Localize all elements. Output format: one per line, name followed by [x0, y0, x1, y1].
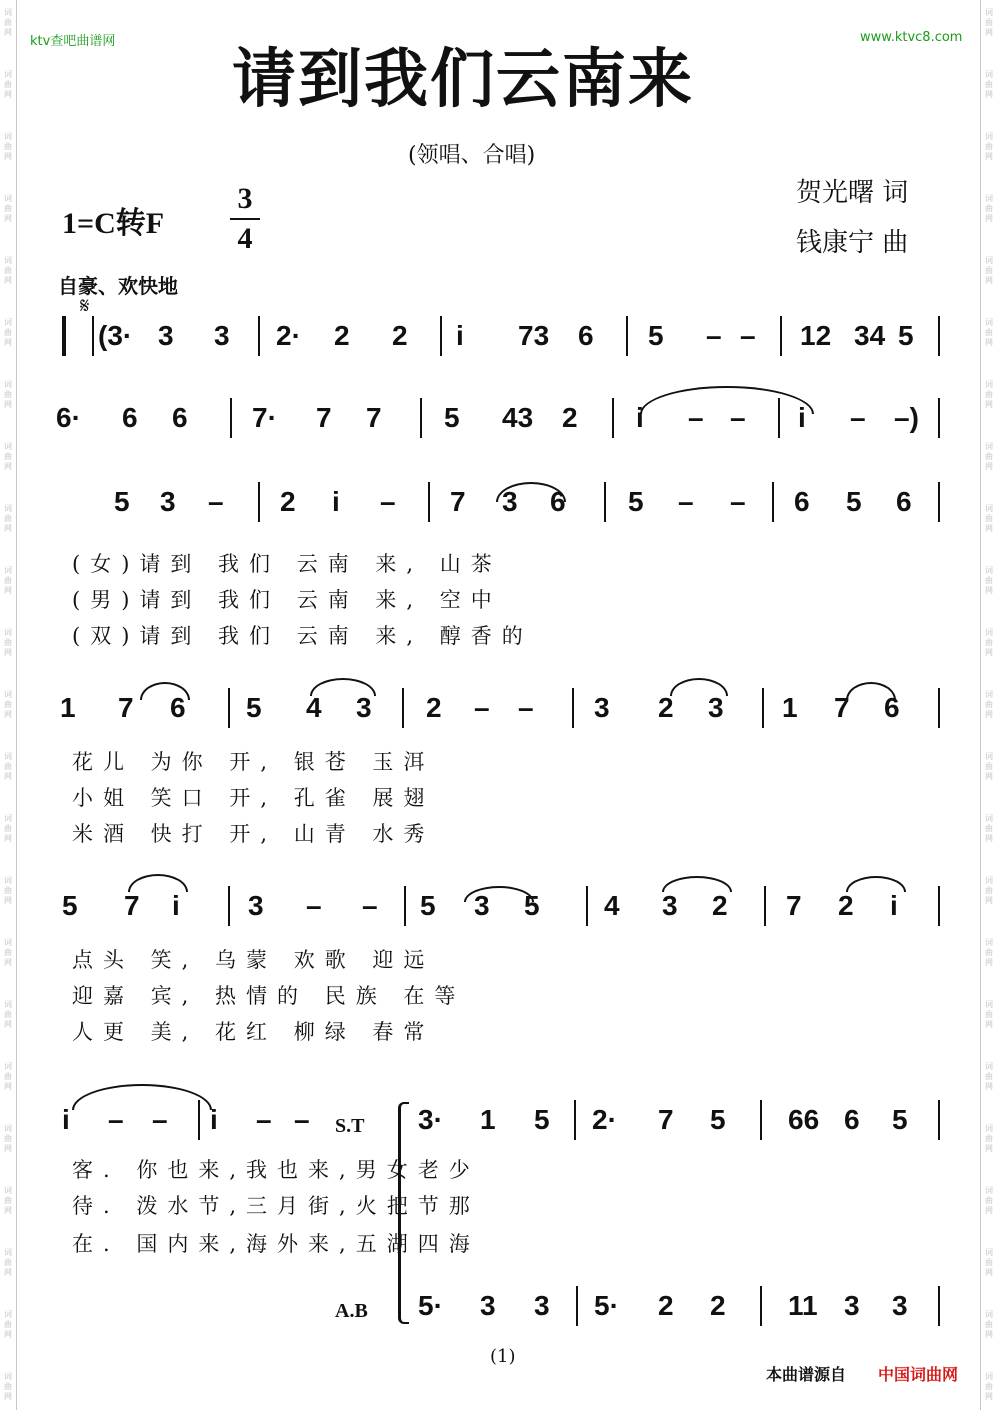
bar-line	[404, 886, 406, 926]
note: 6	[896, 486, 912, 517]
note: i	[798, 402, 806, 433]
voice-bracket	[398, 1102, 409, 1324]
watermark-text: 词 曲 网	[4, 1186, 12, 1215]
bar-line	[428, 482, 430, 522]
note: –	[152, 1104, 168, 1135]
bar-line	[626, 316, 628, 356]
watermark-text: 词 曲 网	[4, 318, 12, 347]
note: 1	[782, 692, 798, 723]
watermark-text: 词 曲 网	[4, 70, 12, 99]
note: 3	[594, 692, 610, 723]
slur	[310, 678, 376, 696]
bar-line	[938, 1100, 940, 1140]
note: 11	[788, 1290, 818, 1321]
note: 5	[62, 890, 78, 921]
slur	[72, 1084, 212, 1110]
note: 6	[844, 1104, 860, 1135]
watermark-text: 词 曲 网	[985, 1124, 993, 1153]
watermark-text: 词 曲 网	[4, 1372, 12, 1401]
lyricist-credit: 贺光曙 词	[796, 178, 909, 208]
note: 7	[834, 692, 850, 723]
slur	[846, 682, 896, 700]
watermark-text: 词 曲 网	[985, 752, 993, 781]
note: –	[850, 402, 866, 433]
bar-line	[402, 688, 404, 728]
watermark-text: 词 曲 网	[985, 442, 993, 471]
watermark-text: 词 曲 网	[4, 194, 12, 223]
lyric-line: 客. 你也来,我也来,男女老少	[72, 1158, 480, 1182]
bar-line	[230, 398, 232, 438]
note: 3	[662, 890, 678, 921]
note: 6	[794, 486, 810, 517]
note: –	[208, 486, 224, 517]
note: 2	[426, 692, 442, 723]
note: 2	[334, 320, 350, 351]
time-signature-bottom: 4	[237, 222, 253, 255]
note: i	[62, 1104, 70, 1135]
note: i	[890, 890, 898, 921]
composer-credit: 钱康宁 曲	[796, 228, 909, 258]
note: 6	[122, 402, 138, 433]
note: 5	[114, 486, 130, 517]
lyric-line: (男)请到 我们 云南 来, 空中	[72, 588, 502, 612]
bar-line	[572, 688, 574, 728]
watermark-text: 词 曲 网	[985, 628, 993, 657]
bar-line	[420, 398, 422, 438]
bar-line	[92, 316, 94, 356]
note: 5	[534, 1104, 550, 1135]
watermark-text: 词 曲 网	[985, 1310, 993, 1339]
note: 7	[450, 486, 466, 517]
note: –)	[894, 402, 919, 433]
note: 2	[658, 1290, 674, 1321]
lyric-line: 人更 美, 花红 柳绿 春常	[72, 1020, 435, 1044]
segno-sign: 𝄋	[80, 294, 90, 319]
watermark-text: 词 曲 网	[4, 628, 12, 657]
note: 3	[474, 890, 490, 921]
tempo-marking: 自豪、欢快地	[58, 274, 178, 298]
note: 6	[170, 692, 186, 723]
watermark-text: 词 曲 网	[985, 1062, 993, 1091]
slur	[464, 886, 534, 902]
note: –	[294, 1104, 310, 1135]
note: i	[172, 890, 180, 921]
watermark-text: 词 曲 网	[985, 1000, 993, 1029]
note: –	[706, 320, 722, 351]
note: 5	[524, 890, 540, 921]
watermark-text: 词 曲 网	[4, 814, 12, 843]
note: 6·	[56, 402, 81, 433]
watermark-text: 词 曲 网	[4, 8, 12, 37]
note: 3	[356, 692, 372, 723]
song-subtitle: (领唱、合唱)	[408, 143, 536, 168]
site-link-right[interactable]: www.ktvc8.com	[860, 30, 963, 45]
note: 5	[892, 1104, 908, 1135]
slur	[662, 876, 732, 892]
bar-line	[440, 316, 442, 356]
watermark-text: 词 曲 网	[985, 8, 993, 37]
page-number: (1)	[490, 1346, 516, 1367]
note: –	[256, 1104, 272, 1135]
note: 5	[444, 402, 460, 433]
bar-line	[938, 398, 940, 438]
lyric-line: 在. 国内来,海外来,五湖四海	[72, 1232, 480, 1256]
note: 7	[118, 692, 134, 723]
note: 4	[604, 890, 620, 921]
note: 5	[420, 890, 436, 921]
bar-line	[576, 1286, 578, 1326]
note: 2·	[592, 1104, 617, 1135]
note: –	[108, 1104, 124, 1135]
bar-line	[938, 688, 940, 728]
watermark-text: 词 曲 网	[985, 1248, 993, 1277]
watermark-text: 词 曲 网	[4, 1310, 12, 1339]
note: 3	[534, 1290, 550, 1321]
note: 12	[800, 320, 832, 351]
note: 1	[60, 692, 76, 723]
note: –	[730, 402, 746, 433]
note: 6	[578, 320, 594, 351]
note: 5	[246, 692, 262, 723]
lyric-line: 点头 笑, 乌蒙 欢歌 迎远	[72, 948, 435, 972]
lyric-line: 米酒 快打 开, 山青 水秀	[72, 822, 435, 846]
note: 7	[316, 402, 332, 433]
note: 5	[648, 320, 664, 351]
repeat-start-bar	[62, 316, 66, 356]
note: 3	[160, 486, 176, 517]
note: 4	[306, 692, 322, 723]
right-watermark-strip	[980, 0, 997, 1410]
note: 5	[846, 486, 862, 517]
note: i	[456, 320, 464, 351]
bar-line	[764, 886, 766, 926]
note: –	[518, 692, 534, 723]
note: 3	[502, 486, 518, 517]
note: 3	[708, 692, 724, 723]
bar-line	[772, 482, 774, 522]
key-signature: 1=C转F	[62, 207, 165, 240]
note: –	[380, 486, 396, 517]
watermark-text: 词 曲 网	[985, 938, 993, 967]
watermark-text: 词 曲 网	[4, 504, 12, 533]
time-signature-top: 3	[237, 182, 253, 215]
slur	[496, 482, 566, 502]
note: 7·	[252, 402, 277, 433]
lyric-line: (女)请到 我们 云南 来, 山茶	[72, 552, 502, 576]
site-link-left[interactable]: ktv查吧曲谱网	[30, 34, 116, 49]
bar-line	[762, 688, 764, 728]
note: 2	[710, 1290, 726, 1321]
note: 3	[158, 320, 174, 351]
bar-line	[938, 886, 940, 926]
note: (3·	[98, 320, 133, 351]
note: –	[688, 402, 704, 433]
watermark-text: 词 曲 网	[4, 1062, 12, 1091]
note: 7	[366, 402, 382, 433]
note: 5	[628, 486, 644, 517]
watermark-text: 词 曲 网	[985, 1372, 993, 1401]
time-signature	[230, 182, 260, 256]
bar-line	[258, 316, 260, 356]
note: 6	[172, 402, 188, 433]
note: 73	[518, 320, 550, 351]
bar-line	[938, 482, 940, 522]
bar-line	[760, 1100, 762, 1140]
voice-label-upper: S.T	[335, 1115, 365, 1137]
bar-line	[586, 886, 588, 926]
note: 5·	[594, 1290, 619, 1321]
watermark-text: 词 曲 网	[4, 380, 12, 409]
lyric-line: (双)请到 我们 云南 来, 醇香的	[72, 624, 533, 648]
watermark-text: 词 曲 网	[985, 566, 993, 595]
watermark-text: 词 曲 网	[4, 752, 12, 781]
watermark-text: 词 曲 网	[985, 1186, 993, 1215]
note: 2	[838, 890, 854, 921]
note: 2	[562, 402, 578, 433]
watermark-text: 词 曲 网	[4, 690, 12, 719]
lyric-line: 花儿 为你 开, 银苍 玉洱	[72, 750, 435, 774]
watermark-text: 词 曲 网	[985, 70, 993, 99]
watermark-text: 词 曲 网	[985, 690, 993, 719]
bar-line	[228, 886, 230, 926]
watermark-text: 词 曲 网	[4, 938, 12, 967]
bar-line	[574, 1100, 576, 1140]
slur	[640, 386, 814, 414]
time-signature-line	[230, 218, 260, 220]
note: 2	[392, 320, 408, 351]
note: 7	[658, 1104, 674, 1135]
left-watermark-strip	[0, 0, 17, 1410]
note: 3	[844, 1290, 860, 1321]
watermark-text: 词 曲 网	[4, 1124, 12, 1153]
watermark-text: 词 曲 网	[4, 256, 12, 285]
note: 3	[214, 320, 230, 351]
watermark-text: 词 曲 网	[985, 256, 993, 285]
bar-line	[228, 688, 230, 728]
note: i	[210, 1104, 218, 1135]
note: 7	[124, 890, 140, 921]
watermark-text: 词 曲 网	[985, 504, 993, 533]
bar-line	[258, 482, 260, 522]
voice-label-lower: A.B	[335, 1300, 368, 1322]
watermark-text: 词 曲 网	[985, 132, 993, 161]
note: 3·	[418, 1104, 443, 1135]
watermark-text: 词 曲 网	[4, 1248, 12, 1277]
note: 2	[280, 486, 296, 517]
note: –	[678, 486, 694, 517]
note: 6	[550, 486, 566, 517]
source-label: 本曲谱源自	[766, 1365, 847, 1384]
note: 2·	[276, 320, 301, 351]
note: i	[636, 402, 644, 433]
bar-line	[612, 398, 614, 438]
watermark-text: 词 曲 网	[4, 566, 12, 595]
note: 6	[884, 692, 900, 723]
note: 3	[892, 1290, 908, 1321]
note: 5·	[418, 1290, 443, 1321]
note: 1	[480, 1104, 496, 1135]
watermark-text: 词 曲 网	[4, 132, 12, 161]
watermark-text: 词 曲 网	[4, 1000, 12, 1029]
note: 34	[854, 320, 886, 351]
bar-line	[780, 316, 782, 356]
note: 3	[248, 890, 264, 921]
bar-line	[938, 1286, 940, 1326]
watermark-text: 词 曲 网	[4, 442, 12, 471]
watermark-text: 词 曲 网	[985, 318, 993, 347]
lyric-line: 小姐 笑口 开, 孔雀 展翅	[72, 786, 435, 810]
slur	[140, 682, 190, 700]
note: 2	[658, 692, 674, 723]
note: –	[730, 486, 746, 517]
note: 5	[898, 320, 914, 351]
note: i	[332, 486, 340, 517]
bar-line	[604, 482, 606, 522]
watermark-text: 词 曲 网	[4, 876, 12, 905]
note: 3	[480, 1290, 496, 1321]
note: –	[474, 692, 490, 723]
watermark-text: 词 曲 网	[985, 380, 993, 409]
bar-line	[938, 316, 940, 356]
bar-line	[760, 1286, 762, 1326]
slur	[846, 876, 906, 892]
note: 7	[786, 890, 802, 921]
note: 66	[788, 1104, 820, 1135]
watermark-text: 词 曲 网	[985, 876, 993, 905]
lyric-line: 待. 泼水节,三月街,火把节那	[72, 1194, 480, 1218]
note: –	[740, 320, 756, 351]
note: –	[306, 890, 322, 921]
note: 43	[502, 402, 534, 433]
lyric-line: 迎嘉 宾, 热情的 民族 在等	[72, 984, 466, 1008]
source-site-link[interactable]: 中国词曲网	[878, 1365, 959, 1384]
watermark-text: 词 曲 网	[985, 814, 993, 843]
note: 5	[710, 1104, 726, 1135]
note: 2	[712, 890, 728, 921]
song-title: 请到我们云南来	[232, 42, 694, 117]
slur	[670, 678, 728, 696]
note: –	[362, 890, 378, 921]
watermark-text: 词 曲 网	[985, 194, 993, 223]
slur	[128, 874, 188, 892]
